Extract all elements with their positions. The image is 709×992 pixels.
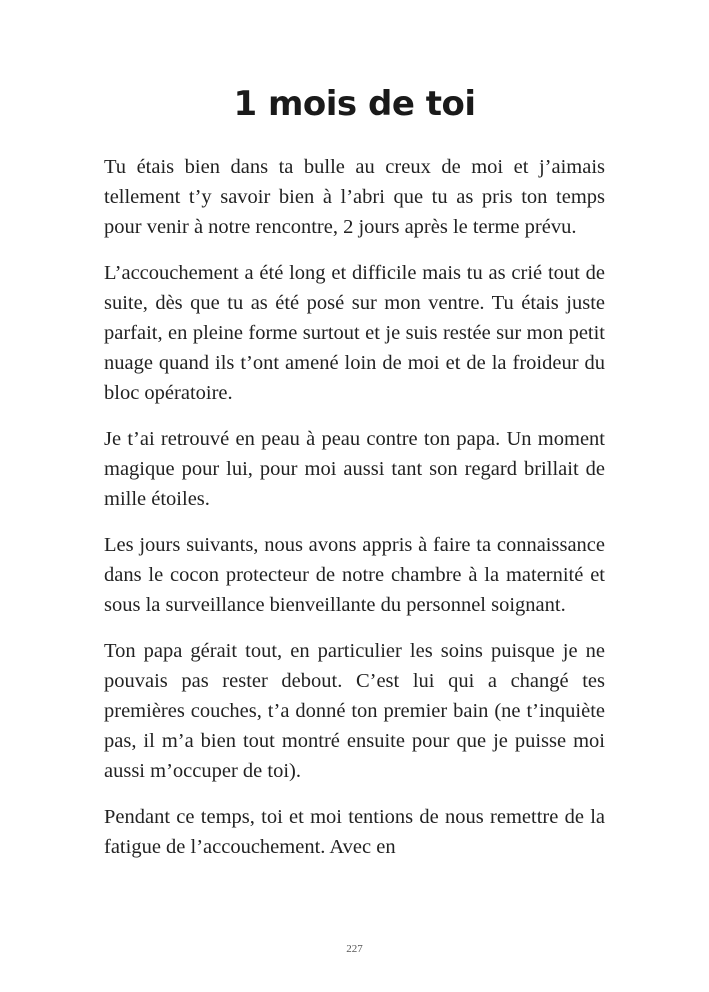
body-text [104, 152, 605, 878]
paragraph-4: Les jours suivants, nous avons appris à faire ta connaissance dans le cocon protecteur de notre chambre à la maternité et sous la surveillance bienveillante du personnel soignant. [104, 534, 605, 616]
paragraph-5: Ton papa gérait tout, en particulier les soins puisque je ne pouvais pas rester debout. C’est lui qui a changé tes premières couches, t’a donné ton premier bain (ne t’inquiète pas, il m’a bien tout montré ensuite pour que je puisse moi aussi m’occuper de toi). [104, 640, 605, 782]
paragraph-1: Tu étais bien dans ta bulle au creux de moi et j’aimais tellement t’y savoir bien à l’abri que tu as pris ton temps pour venir à notre rencontre, 2 jours après le terme prévu. [104, 156, 605, 238]
paragraph-6: Pendant ce temps, toi et moi tentions de nous remettre de la fatigue de l’accouchement. Avec en [104, 806, 605, 858]
paragraph-2: L’accouchement a été long et difficile mais tu as crié tout de suite, dès que tu as été posé sur mon ventre. Tu étais juste parfait, en pleine forme surtout et je suis restée sur mon petit nuage quand ils t’ont amené loin de moi et de la froideur du bloc opératoire. [104, 262, 605, 404]
page-number: 227 [346, 943, 363, 955]
page-title: 1 mois de toi [233, 84, 476, 124]
paragraph-3: Je t’ai retrouvé en peau à peau contre ton papa. Un moment magique pour lui, pour moi aussi tant son regard brillait de mille étoiles. [104, 428, 605, 510]
